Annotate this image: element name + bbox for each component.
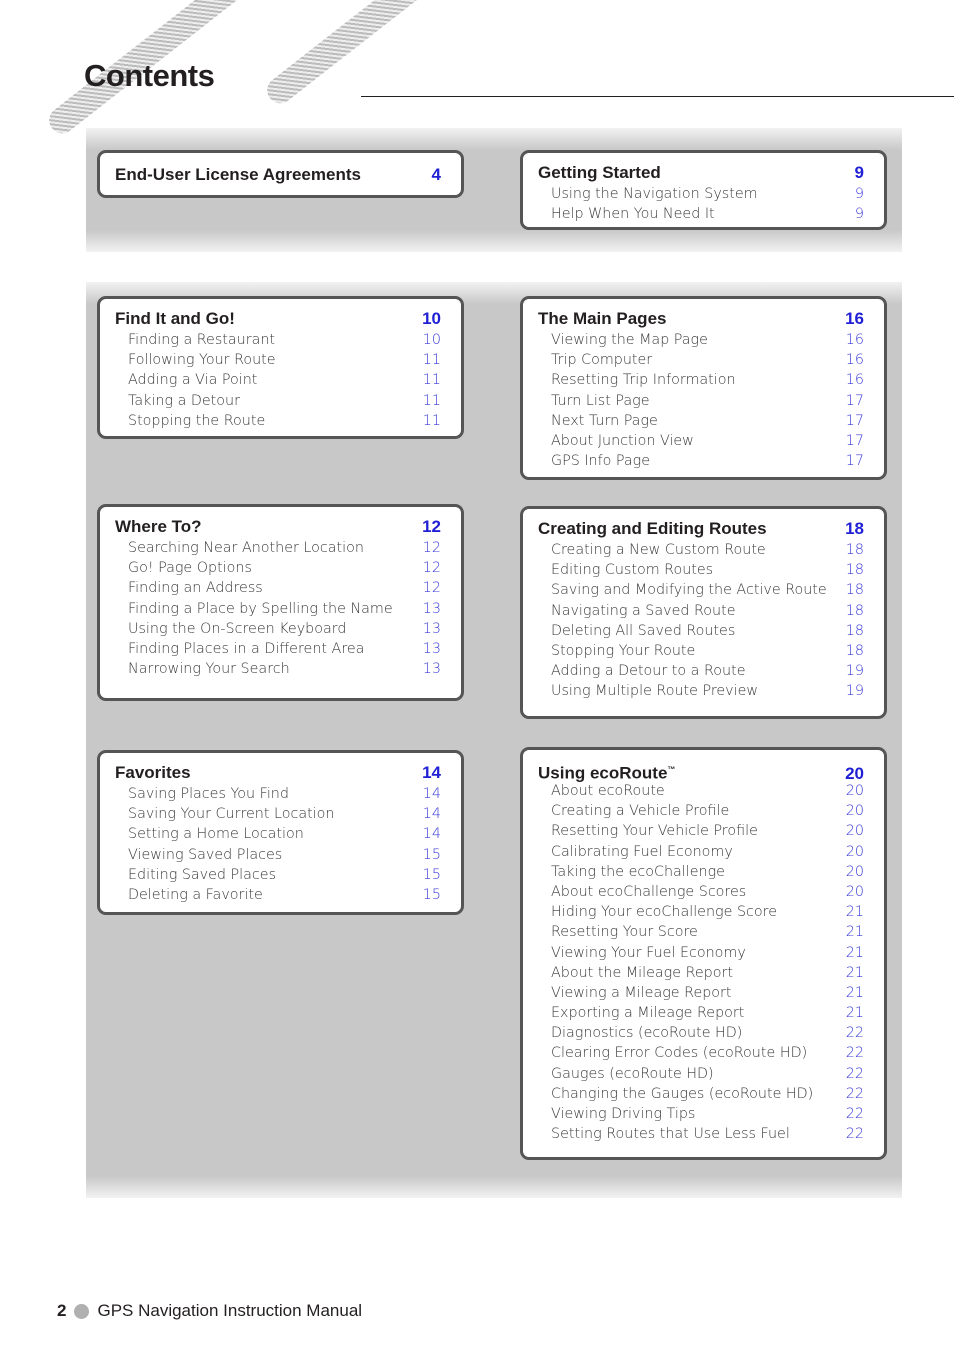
toc-entry[interactable]	[538, 661, 864, 681]
section-title	[115, 516, 202, 538]
footer-page-number: 2	[57, 1301, 67, 1320]
toc-entry-page: 22	[845, 1106, 864, 1122]
section-title-text: Find It and Go!	[115, 309, 235, 328]
section-heading[interactable]	[115, 762, 441, 784]
toc-entry[interactable]	[538, 184, 864, 204]
toc-entry-label: Adding a Detour to a Route	[551, 663, 746, 680]
section-title	[538, 518, 767, 540]
toc-entry[interactable]	[538, 330, 864, 350]
toc-entry-page: 18	[845, 602, 864, 619]
toc-entry-page: 22	[845, 1045, 864, 1062]
toc-entry-page: 12	[422, 540, 441, 556]
toc-entry-label: Narrowing Your Search	[128, 661, 290, 678]
section-heading[interactable]	[538, 162, 864, 184]
toc-entry-label: Resetting Trip Information	[551, 372, 736, 389]
toc-entry-label: Saving Places You Find	[128, 786, 289, 802]
toc-entry[interactable]	[538, 922, 864, 942]
toc-section	[97, 296, 464, 439]
footer-bullet-icon	[74, 1304, 89, 1319]
toc-entry-page: 18	[845, 582, 864, 599]
toc-entry[interactable]	[115, 578, 441, 598]
toc-entry-page: 11	[422, 412, 441, 429]
toc-entry-page: 11	[422, 392, 441, 409]
toc-entry-label: Diagnostics (ecoRoute HD)	[551, 1025, 743, 1042]
toc-entry[interactable]	[538, 350, 864, 370]
toc-entry[interactable]	[115, 411, 441, 431]
toc-entry[interactable]	[538, 560, 864, 580]
toc-entry-label: About Junction View	[551, 432, 694, 449]
toc-entry-label: Editing Custom Routes	[551, 562, 714, 579]
toc-entry[interactable]	[115, 599, 441, 619]
toc-entry-label: Turn List Page	[551, 392, 650, 409]
toc-entry-page: 19	[845, 663, 864, 680]
section-title-text: The Main Pages	[538, 309, 667, 328]
section-heading[interactable]	[115, 308, 441, 330]
toc-entry-label: Deleting All Saved Routes	[551, 622, 736, 639]
section-page-number: 20	[845, 763, 864, 783]
toc-entry[interactable]	[115, 558, 441, 578]
toc-entry-page: 9	[854, 186, 864, 202]
toc-entry[interactable]	[538, 601, 864, 621]
toc-entry-label: Finding an Address	[128, 580, 263, 597]
toc-entry[interactable]	[538, 1043, 864, 1063]
toc-entry-label: Setting a Home Location	[128, 826, 304, 843]
toc-entry-label: Calibrating Fuel Economy	[551, 843, 733, 860]
toc-entry[interactable]	[115, 885, 441, 905]
toc-entry-page: 18	[845, 542, 864, 558]
toc-entry[interactable]	[538, 781, 864, 801]
toc-entry-page: 22	[845, 1065, 864, 1082]
toc-entry[interactable]	[538, 431, 864, 451]
toc-entry-page: 19	[845, 683, 864, 700]
toc-entry-label: Using the On-Screen Keyboard	[128, 620, 347, 637]
toc-entry-label: Exporting a Mileage Report	[551, 1005, 745, 1022]
toc-entry[interactable]	[538, 580, 864, 600]
section-title-text: Favorites	[115, 763, 191, 782]
toc-entry[interactable]	[538, 540, 864, 560]
toc-section	[520, 150, 887, 230]
section-title	[538, 308, 666, 330]
toc-entry[interactable]	[538, 842, 864, 862]
toc-entry-label: GPS Info Page	[551, 453, 651, 470]
section-heading[interactable]	[538, 308, 864, 330]
toc-entry[interactable]	[115, 804, 441, 824]
toc-entry-page: 22	[845, 1025, 864, 1042]
toc-entry-label: Setting Routes that Use Less Fuel	[551, 1126, 790, 1143]
page-footer	[57, 1301, 362, 1321]
toc-entry[interactable]	[538, 902, 864, 922]
toc-entry-label: About ecoChallenge Scores	[551, 883, 747, 900]
toc-section	[97, 750, 464, 915]
decorative-stripe-right	[262, 0, 467, 108]
toc-entry[interactable]	[115, 350, 441, 370]
section-title	[115, 164, 361, 186]
toc-entry-page: 15	[422, 866, 441, 883]
toc-entry-page: 13	[422, 600, 441, 617]
toc-entry-label: Taking a Detour	[128, 392, 240, 409]
toc-entry-page: 18	[845, 562, 864, 579]
toc-entry-page: 21	[845, 984, 864, 1001]
toc-entry-page: 21	[845, 924, 864, 941]
toc-entry-page: 20	[845, 803, 864, 820]
toc-entry-label: Viewing Driving Tips	[551, 1106, 696, 1122]
toc-entry-label: Taking the ecoChallenge	[551, 863, 725, 880]
toc-entry-page: 16	[845, 372, 864, 389]
trademark-mark: ™	[667, 765, 676, 774]
toc-entry-page: 20	[845, 783, 864, 799]
section-page-number: 4	[431, 165, 441, 184]
toc-entry[interactable]	[115, 370, 441, 390]
toc-entry[interactable]	[538, 451, 864, 471]
toc-entry-page: 20	[845, 823, 864, 840]
toc-entry-label: Adding a Via Point	[128, 372, 258, 389]
toc-entry-page: 12	[422, 580, 441, 597]
toc-entry-label: Viewing a Mileage Report	[551, 984, 732, 1001]
toc-entry-label: Help When You Need It	[551, 206, 715, 223]
title-rule	[361, 96, 954, 97]
toc-entry[interactable]	[538, 641, 864, 661]
toc-entry[interactable]	[115, 865, 441, 885]
toc-entry[interactable]	[538, 801, 864, 821]
footer-manual-title: GPS Navigation Instruction Manual	[97, 1301, 363, 1320]
toc-entry[interactable]	[538, 862, 864, 882]
toc-entry-page: 9	[854, 206, 864, 223]
toc-entry-page: 13	[422, 620, 441, 637]
toc-entry-label: Viewing Your Fuel Economy	[551, 944, 746, 961]
toc-entry-page: 11	[422, 352, 441, 369]
toc-entry-label: Stopping the Route	[128, 412, 266, 429]
toc-entry-page: 17	[845, 453, 864, 470]
toc-section	[97, 504, 464, 701]
toc-entry[interactable]	[115, 659, 441, 679]
section-page-number: 10	[422, 309, 441, 328]
toc-entry[interactable]	[538, 391, 864, 411]
page-title: Contents	[84, 58, 215, 93]
toc-section	[520, 296, 887, 480]
toc-entry-page: 16	[845, 352, 864, 369]
toc-entry-label: Editing Saved Places	[128, 866, 277, 883]
toc-entry-page: 17	[845, 392, 864, 409]
toc-entry[interactable]	[538, 943, 864, 963]
toc-entry[interactable]	[538, 983, 864, 1003]
toc-entry[interactable]	[538, 1003, 864, 1023]
toc-entry-label: Resetting Your Score	[551, 924, 698, 941]
toc-entry-page: 20	[845, 843, 864, 860]
toc-entry[interactable]	[115, 619, 441, 639]
toc-entry[interactable]	[115, 784, 441, 804]
toc-entry[interactable]	[538, 882, 864, 902]
toc-entry-page: 20	[845, 883, 864, 900]
toc-entry-page: 18	[845, 622, 864, 639]
toc-entry-label: Next Turn Page	[551, 412, 658, 429]
toc-entry-label: Finding Places in a Different Area	[128, 640, 365, 657]
toc-entry-page: 21	[845, 1005, 864, 1022]
toc-entry[interactable]	[115, 330, 441, 350]
toc-section	[97, 150, 464, 198]
toc-entry[interactable]	[538, 411, 864, 431]
toc-entry-page: 15	[422, 846, 441, 863]
toc-entry-page: 21	[845, 904, 864, 921]
toc-entry-label: About the Mileage Report	[551, 964, 733, 981]
toc-entry[interactable]	[538, 1084, 864, 1104]
toc-entry[interactable]	[538, 963, 864, 983]
section-heading[interactable]	[538, 759, 864, 781]
toc-entry-page: 14	[422, 806, 441, 823]
section-page-number: 12	[422, 517, 441, 536]
toc-entry-label: Viewing Saved Places	[128, 846, 283, 863]
toc-entry[interactable]	[115, 391, 441, 411]
section-title	[538, 162, 661, 184]
toc-section	[520, 747, 887, 1160]
toc-entry-label: Following Your Route	[128, 352, 276, 369]
toc-entry-page: 15	[422, 886, 441, 903]
section-title-text: End-User License Agreements	[115, 165, 361, 184]
toc-entry-page: 14	[422, 786, 441, 802]
toc-entry-label: Using Multiple Route Preview	[551, 683, 759, 700]
toc-entry-page: 17	[845, 432, 864, 449]
toc-entry-label: Viewing the Map Page	[551, 332, 708, 348]
toc-entry-page: 18	[845, 642, 864, 659]
section-title-text: Getting Started	[538, 163, 661, 182]
toc-entry[interactable]	[538, 1124, 864, 1144]
toc-entry[interactable]	[538, 204, 864, 224]
toc-entry-page: 14	[422, 826, 441, 843]
toc-entry[interactable]	[115, 538, 441, 558]
toc-entry-label: Finding a Restaurant	[128, 332, 276, 348]
toc-entry-label: Saving Your Current Location	[128, 806, 335, 823]
toc-entry-label: Clearing Error Codes (ecoRoute HD)	[551, 1045, 808, 1062]
toc-entry-label: Changing the Gauges (ecoRoute HD)	[551, 1085, 814, 1102]
toc-entry-page: 12	[422, 560, 441, 577]
toc-entry-page: 17	[845, 412, 864, 429]
toc-entry[interactable]	[538, 621, 864, 641]
toc-entry-label: Using the Navigation System	[551, 186, 758, 202]
toc-entry[interactable]	[538, 1104, 864, 1124]
toc-entry-label: Searching Near Another Location	[128, 540, 364, 556]
toc-entry[interactable]	[538, 370, 864, 390]
toc-entry-label: About ecoRoute	[551, 783, 665, 799]
toc-entry-label: Creating a Vehicle Profile	[551, 803, 730, 820]
toc-entry-label: Hiding Your ecoChallenge Score	[551, 904, 777, 921]
toc-entry[interactable]	[538, 1064, 864, 1084]
toc-entry[interactable]	[115, 845, 441, 865]
toc-entry-page: 10	[422, 332, 441, 348]
section-heading[interactable]	[538, 518, 864, 540]
toc-entry-label: Gauges (ecoRoute HD)	[551, 1065, 714, 1082]
toc-entry-page: 21	[845, 944, 864, 961]
toc-entry-page: 21	[845, 964, 864, 981]
toc-entry[interactable]	[115, 639, 441, 659]
toc-entry-label: Finding a Place by Spelling the Name	[128, 600, 393, 617]
toc-entry-label: Trip Computer	[551, 352, 653, 369]
toc-entry-page: 11	[422, 372, 441, 389]
toc-entry-page: 20	[845, 863, 864, 880]
section-heading[interactable]	[115, 164, 441, 186]
toc-entry-label: Navigating a Saved Route	[551, 602, 736, 619]
toc-entry-label: Saving and Modifying the Active Route	[551, 582, 827, 599]
section-page-number: 14	[422, 763, 441, 782]
section-title-text: Where To?	[115, 517, 202, 536]
section-title	[115, 308, 235, 330]
section-page-number: 9	[854, 163, 864, 182]
section-title	[115, 762, 191, 784]
toc-entry[interactable]	[538, 821, 864, 841]
toc-entry[interactable]	[115, 824, 441, 844]
toc-section	[520, 506, 887, 719]
toc-entry-page: 13	[422, 640, 441, 657]
section-title-text: Creating and Editing Routes	[538, 519, 767, 538]
toc-entry-label: Resetting Your Vehicle Profile	[551, 823, 758, 840]
toc-entry-label: Go! Page Options	[128, 560, 252, 577]
toc-entry[interactable]	[538, 681, 864, 701]
toc-entry-page: 22	[845, 1126, 864, 1143]
toc-entry-page: 13	[422, 661, 441, 678]
toc-entry[interactable]	[538, 1023, 864, 1043]
section-title-text: Using ecoRoute	[538, 763, 668, 783]
section-heading[interactable]	[115, 516, 441, 538]
section-page-number: 16	[845, 309, 864, 328]
toc-entry-label: Creating a New Custom Route	[551, 542, 766, 558]
toc-entry-page: 16	[845, 332, 864, 348]
toc-entry-label: Stopping Your Route	[551, 642, 696, 659]
toc-entry-label: Deleting a Favorite	[128, 886, 263, 903]
toc-entry-page: 22	[845, 1085, 864, 1102]
section-page-number: 18	[845, 519, 864, 538]
